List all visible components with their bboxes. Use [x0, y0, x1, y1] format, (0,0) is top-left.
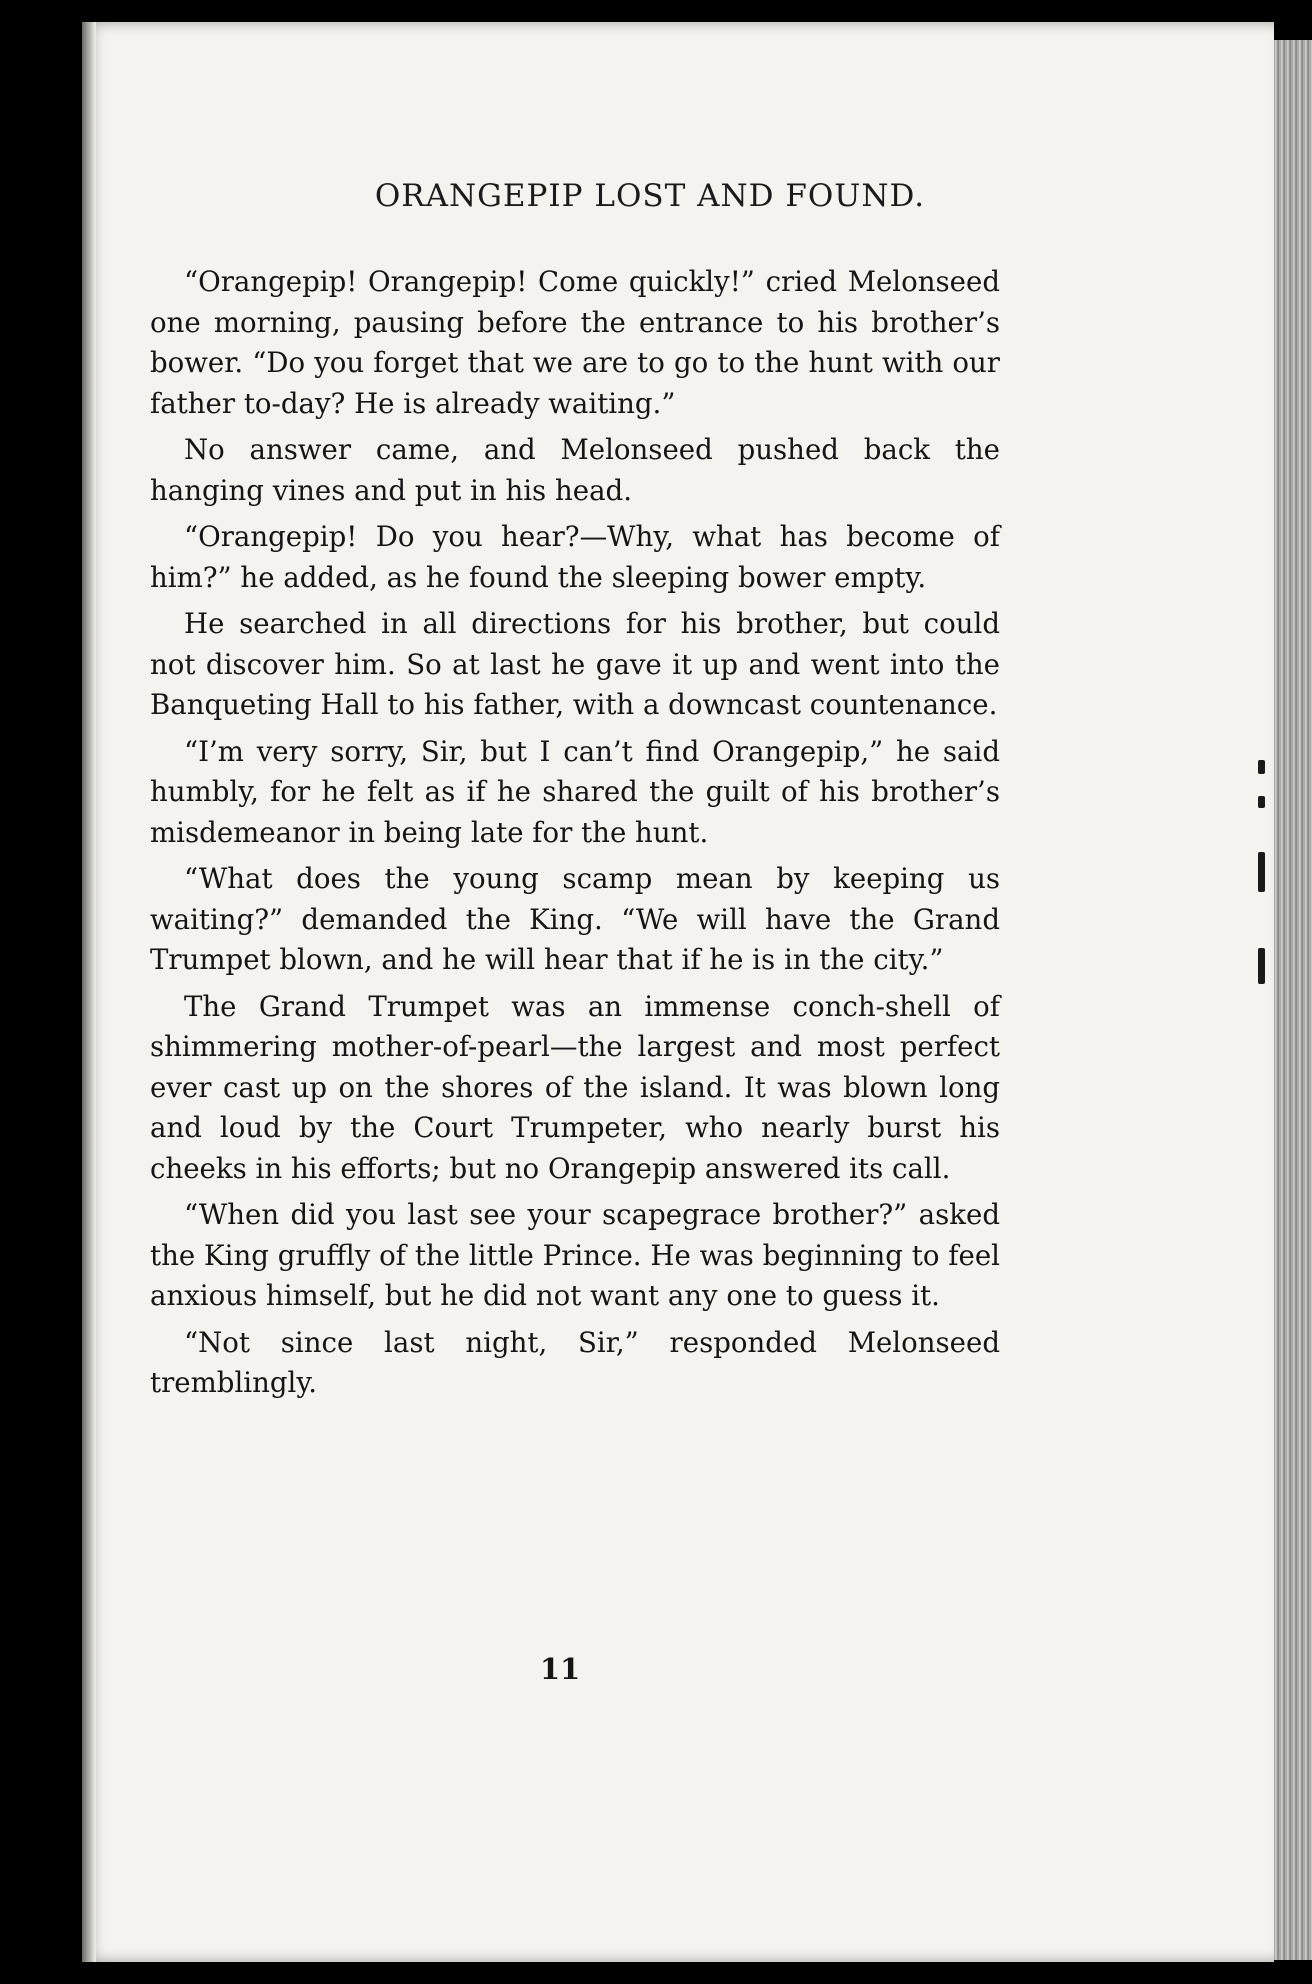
- paragraph: “Not since last night, Sir,” responded Melonseed tremblingly.: [150, 1325, 1000, 1399]
- paragraph: “I’m very sorry, Sir, but I can’t find Orangepip,” he said humbly, for he felt as if he shared the guilt of his brother’s misdemeanor in being late for the hunt.: [150, 734, 1000, 849]
- paragraph: “What does the young scamp mean by keeping us waiting?” demanded the King. “We will have the Grand Trumpet blown, and he will hear that if he is in the city.”: [150, 862, 1000, 976]
- page-number: 11: [539, 1652, 581, 1686]
- margin-marks: [1258, 760, 1268, 990]
- page-gutter-shadow: [82, 22, 96, 1962]
- page-stack-edge: [1274, 40, 1312, 1960]
- paragraph: The Grand Trumpet was an immense conch-shell of shimmering mother-of-pearl—the largest and most perfect ever cast up on the shores of the island. It was blown long and loud by the Court Trumpeter, who nearly burst his cheeks in his efforts; but no Orangepip answered its call.: [150, 989, 1000, 1185]
- paragraph: “Orangepip! Orangepip! Come quickly!” cried Melonseed one morning, pausing before the entrance to his brother’s bower. “Do you forget that we are to go to the hunt with our father to-day? He is already waiting.”: [150, 265, 1000, 420]
- paragraph: No answer came, and Melonseed pushed back the hanging vines and put in his head.: [150, 433, 1000, 507]
- paragraph: “When did you last see your scapegrace brother?” asked the King gruffly of the little Prince. He was beginning to feel anxious himself, but he did not want any one to guess it.: [150, 1198, 1000, 1312]
- body-text: [150, 262, 1000, 1410]
- running-head: ORANGEPIP LOST AND FOUND.: [374, 178, 926, 214]
- paragraph: “Orangepip! Do you hear?—Why, what has become of him?” he added, as he found the sleeping bower empty.: [150, 520, 1000, 594]
- paragraph: He searched in all directions for his brother, but could not discover him. So at last he gave it up and went into the Banqueting Hall to his father, with a downcast countenance.: [150, 607, 1000, 721]
